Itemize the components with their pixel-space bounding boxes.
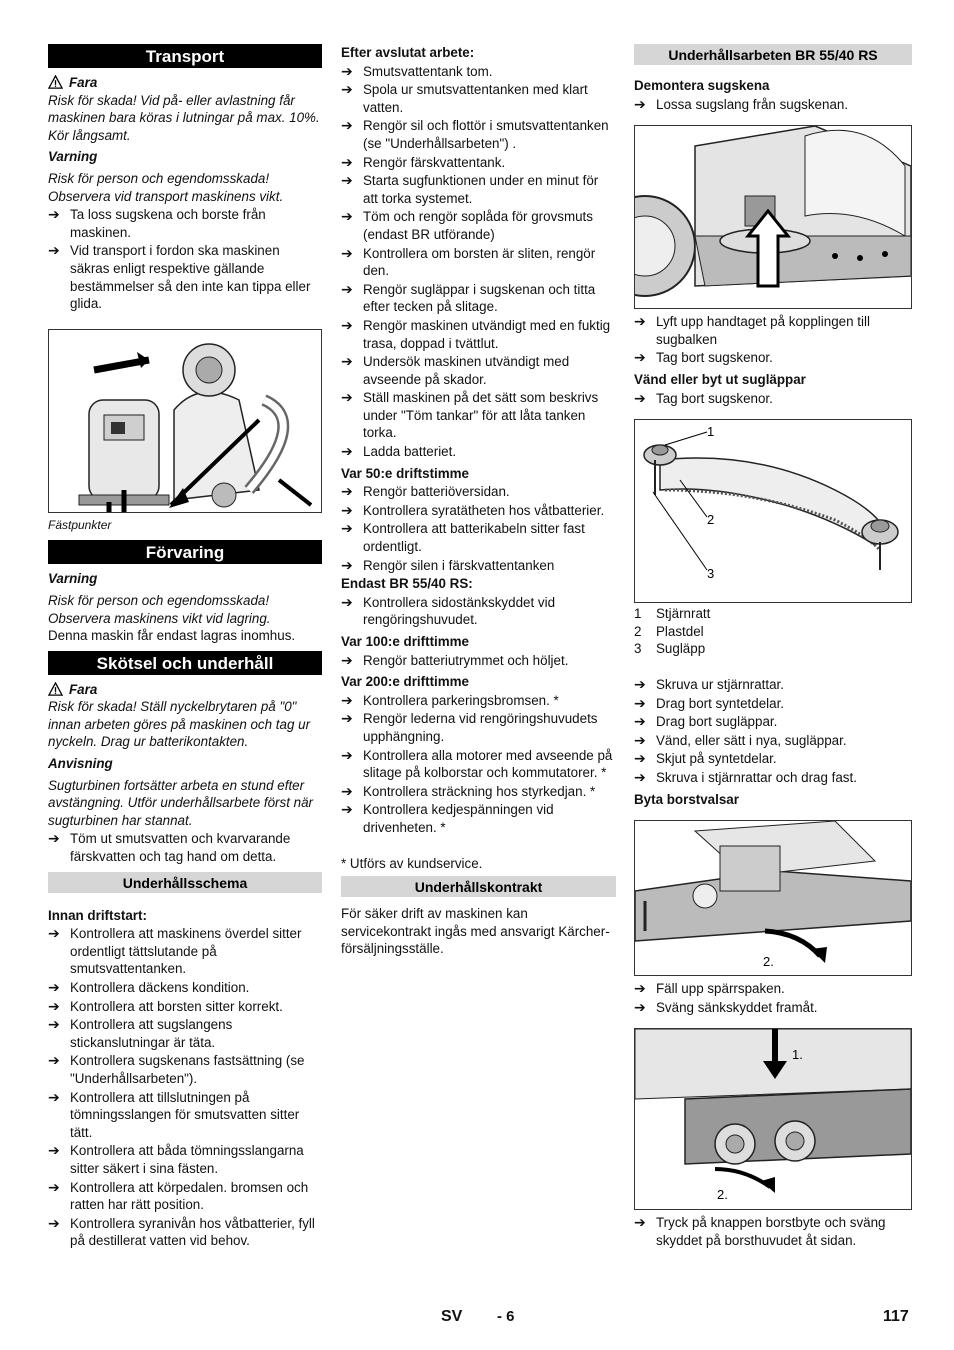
list-item: ➔ Drag bort sugläppar. [634, 713, 778, 730]
list-item: ➔ Vid transport i fordon ska maskinen säkras enligt respektive gällande bestämmelser så den inte kan tippa eller glida. [48, 242, 311, 312]
arrow-right-icon: ➔ [341, 389, 353, 406]
machine-illustration [49, 330, 321, 512]
arrow-right-icon: ➔ [48, 830, 60, 847]
arrow-right-icon: ➔ [341, 62, 353, 79]
list-item: ➔ Fäll upp spärrspaken. [634, 980, 785, 997]
arrow-right-icon: ➔ [341, 556, 353, 573]
figure-label-1: 1 [707, 424, 715, 440]
arrow-right-icon: ➔ [48, 1088, 60, 1105]
figure-squeegee-parts [634, 419, 912, 603]
warning-label: Varning [48, 149, 98, 165]
remove-squeegee-steps [634, 96, 912, 114]
subheading-200h: Var 200:e drifttimme [341, 674, 470, 690]
turn-lips-steps [634, 390, 912, 408]
arrow-right-icon: ➔ [634, 95, 646, 112]
list-item: ➔ Skruva ur stjärnrattar. [634, 675, 785, 692]
warning-triangle-icon [48, 75, 63, 90]
before-start-steps [48, 925, 322, 1250]
figure-label-3: 3 [707, 566, 715, 582]
section-title-schedule: Underhållsschema [48, 872, 322, 893]
arrow-right-icon: ➔ [634, 694, 646, 711]
arrow-right-icon: ➔ [48, 1052, 60, 1069]
list-item: ➔ Töm och rengör soplåda för grovsmuts (endast BR utförande) [341, 208, 593, 242]
note-steps [48, 830, 322, 865]
list-item: ➔ Töm ut smutsvatten och kvarvarande färskvatten och tag hand om detta. [48, 830, 291, 865]
arrow-right-icon: ➔ [634, 980, 646, 997]
note-label: Anvisning [48, 756, 113, 772]
column-right [634, 44, 912, 1250]
arrow-right-icon: ➔ [341, 81, 353, 98]
section-title-transport: Transport [48, 44, 322, 68]
list-item: ➔ Kontrollera sidostänkskyddet vid rengöringshuvudet. [341, 593, 556, 628]
list-item: ➔ Kontrollera sträckning hos styrkedjan. * [341, 782, 596, 799]
list-item: ➔ Kontrollera att maskinens överdel sitter ordentligt tättslutande på smutsvattentanken. [48, 925, 302, 977]
figure-label-2: 2 [707, 512, 715, 528]
figure-step-label-2: 2. [717, 1187, 728, 1203]
arrow-right-icon: ➔ [634, 313, 646, 330]
list-item: ➔ Vänd, eller sätt i nya, sugläppar. [634, 731, 847, 748]
footnote: * Utförs av kundservice. [341, 855, 483, 871]
note-text: Sugturbinen fortsätter arbeta en stund efter avstängning. Utför underhållsarbete först när sugturbinen har stannat. [48, 777, 313, 828]
arrow-right-icon: ➔ [48, 1178, 60, 1195]
list-item: ➔ Undersök maskinen utvändigt med avseende på skador. [341, 353, 570, 387]
list-item: ➔ Skjut på syntetdelar. [634, 750, 777, 767]
legend-item: 2 Plastdel [634, 623, 704, 639]
list-item: ➔ Rengör lederna vid rengöringshuvudets upphängning. [341, 710, 598, 744]
list-item: ➔ Kontrollera alla motorer med avseende på slitage på kolborstar och kommutatorer. * [341, 746, 613, 781]
list-item: ➔ Lossa sugslang från sugskenan. [634, 95, 849, 112]
steps-only-br [341, 594, 616, 629]
subheading-before-start: Innan driftstart: [48, 907, 147, 923]
danger-label: Fara [69, 681, 98, 697]
list-item: ➔ Kontrollera att tillslutningen på tömningsslangen för smutsvatten sitter tätt. [48, 1088, 300, 1140]
arrow-right-icon: ➔ [48, 979, 60, 995]
arrow-right-icon: ➔ [634, 389, 646, 406]
column-middle [341, 44, 616, 958]
list-item: ➔ Skruva i stjärnrattar och drag fast. [634, 768, 857, 785]
arrow-right-icon: ➔ [634, 675, 646, 692]
section-title-storage: Förvaring [48, 540, 322, 564]
arrow-right-icon: ➔ [48, 242, 60, 259]
subheading-only-br: Endast BR 55/40 RS: [341, 576, 473, 592]
list-item: ➔ Kontrollera syranivån hos våtbatterier, fyll på destillerat vatten vid behov. [48, 1214, 315, 1249]
list-item: ➔ Lyft upp handtaget på kopplingen till sugbalken [634, 313, 870, 347]
danger-heading [48, 74, 322, 92]
footer-language: SV [441, 1308, 463, 1325]
list-item: ➔ Kontrollera att borsten sitter korrekt. [48, 997, 283, 1014]
list-item: ➔ Rengör batteriöversidan. [341, 483, 510, 500]
legend-item: 3 Sugläpp [634, 641, 706, 657]
arrow-right-icon: ➔ [48, 1016, 60, 1033]
list-item: ➔ Rengör sugläppar i sugskenan och titta efter tecken på slitage. [341, 280, 596, 315]
list-item: ➔ Kontrollera däckens kondition. [48, 979, 250, 995]
list-item: ➔ Rengör maskinen utvändigt med en fuktig trasa, doppad i tvättlut. [341, 316, 611, 351]
button-steps [634, 1214, 912, 1249]
footer-local-page: - 6 [497, 1308, 515, 1325]
arrow-right-icon: ➔ [341, 353, 353, 370]
list-item: ➔ Kontrollera parkeringsbromsen. * [341, 691, 559, 708]
list-item: ➔ Kontrollera att båda tömningsslangarna sitter säkert i sina fästen. [48, 1142, 304, 1176]
list-item: ➔ Drag bort syntetdelar. [634, 694, 785, 711]
danger-label: Fara [69, 75, 98, 90]
arrow-right-icon: ➔ [341, 593, 353, 610]
arrow-right-icon: ➔ [341, 691, 353, 708]
lever-steps [634, 980, 912, 1016]
list-item: ➔ Kontrollera sugskenans fastsättning (se "Underhållsarbeten"). [48, 1052, 305, 1086]
arrow-right-icon: ➔ [48, 925, 60, 942]
contract-text: För säker drift av maskinen kan servicekontrakt ingås med ansvarigt Kärcher-försäljningsställe. [341, 906, 610, 957]
figure-brush-lever [634, 820, 912, 976]
list-item: ➔ Kontrollera kedjespänningen vid drivenheten. * [341, 801, 554, 835]
arrow-right-icon: ➔ [341, 316, 353, 333]
footer-page-number: 117 [883, 1308, 909, 1325]
list-item: ➔ Kontrollera syratätheten hos våtbatterier. [341, 501, 605, 518]
arrow-right-icon: ➔ [634, 768, 646, 785]
replace-lips-steps [634, 676, 912, 787]
list-item: ➔ Rengör sil och flottör i smutsvattentanken (se "Underhållsarbeten") . [341, 117, 609, 151]
arrow-right-icon: ➔ [341, 280, 353, 297]
list-item: ➔ Spola ur smutsvattentanken med klart vatten. [341, 81, 588, 115]
danger-heading [48, 681, 322, 699]
steps-100h [341, 652, 616, 670]
list-item: ➔ Sväng sänkskyddet framåt. [634, 998, 818, 1015]
arrow-right-icon: ➔ [341, 520, 353, 537]
arrow-right-icon: ➔ [341, 651, 353, 668]
subheading-100h: Var 100:e drifttimme [341, 634, 470, 649]
legend-item: 1 Stjärnratt [634, 606, 711, 622]
arrow-right-icon: ➔ [341, 443, 353, 460]
warning-triangle-icon [48, 682, 63, 697]
steps-200h [341, 692, 616, 837]
figure-step-label-1: 1. [792, 1047, 803, 1063]
section-title-care: Skötsel och underhåll [48, 651, 322, 675]
list-item: ➔ Kontrollera att körpedalen. bromsen och ratten har rätt position. [48, 1178, 309, 1213]
list-item: ➔ Tryck på knappen borstbyte och sväng skyddet på borsthuvudet åt sidan. [634, 1214, 886, 1248]
arrow-right-icon: ➔ [341, 153, 353, 170]
arrow-right-icon: ➔ [634, 750, 646, 767]
danger-text: Risk för skada! Vid på- eller avlastning får maskinen bara köras i lutningar på max. 10%. Kör långsamt. [48, 92, 320, 143]
arrow-right-icon: ➔ [48, 1142, 60, 1159]
steps-50h [341, 483, 616, 574]
lift-steps [634, 313, 912, 367]
arrow-right-icon: ➔ [48, 1214, 60, 1231]
warning-text: Risk för person och egendomsskada! Observera vid transport maskinens vikt. [48, 170, 284, 204]
storage-text: Denna maskin får endast lagras inomhus. [48, 628, 296, 644]
list-item: ➔ Kontrollera om borsten är sliten, rengör den. [341, 244, 596, 279]
list-item: ➔ Starta sugfunktionen under en minut för att torka systemet. [341, 172, 599, 206]
arrow-right-icon: ➔ [48, 206, 60, 223]
list-item: ➔ Rengör silen i färskvattentanken [341, 556, 555, 573]
figure-fastening-points [48, 329, 322, 513]
arrow-right-icon: ➔ [341, 117, 353, 134]
column-left [48, 44, 322, 1251]
subheading-after-work: Efter avslutat arbete: [341, 45, 475, 60]
list-item: ➔ Kontrollera att sugslangens stickanslutningar är täta. [48, 1016, 233, 1050]
list-item: ➔ Kontrollera att batterikabeln sitter fast ordentligt. [341, 520, 585, 555]
subheading-change-brushes: Byta borstvalsar [634, 791, 739, 807]
squeegee-parts-illustration [635, 420, 911, 602]
after-work-steps [341, 63, 616, 461]
danger-text: Risk för skada! Ställ nyckelbrytaren på "0" innan arbeten göres på maskinen och tag ur nyckeln. Drag ur batterikontakten. [48, 699, 311, 750]
arrow-right-icon: ➔ [634, 713, 646, 730]
arrow-right-icon: ➔ [341, 208, 353, 225]
brush-lever-illustration [635, 821, 911, 975]
list-item: ➔ Ställ maskinen på det sätt som beskrivs under "Töm tankar" för att låta tanken torka. [341, 389, 599, 441]
figure-squeegee-coupling [634, 125, 912, 309]
arrow-right-icon: ➔ [341, 483, 353, 500]
transport-steps [48, 206, 322, 313]
arrow-right-icon: ➔ [634, 998, 646, 1015]
section-title-maintenance-work: Underhållsarbeten BR 55/40 RS [634, 44, 912, 65]
brush-button-illustration [635, 1029, 911, 1209]
arrow-right-icon: ➔ [48, 997, 60, 1014]
list-item: ➔ Smutsvattentank tom. [341, 62, 493, 79]
arrow-right-icon: ➔ [634, 731, 646, 748]
arrow-right-icon: ➔ [341, 710, 353, 727]
arrow-right-icon: ➔ [341, 501, 353, 518]
arrow-right-icon: ➔ [341, 746, 353, 763]
section-title-contract: Underhållskontrakt [341, 876, 616, 897]
subheading-50h: Var 50:e driftstimme [341, 465, 470, 481]
arrow-right-icon: ➔ [634, 1214, 646, 1231]
figure-brush-button [634, 1028, 912, 1210]
figure-caption: Fästpunkter [48, 517, 112, 532]
arrow-right-icon: ➔ [341, 244, 353, 261]
arrow-right-icon: ➔ [341, 801, 353, 818]
list-item: ➔ Tag bort sugskenor. [634, 349, 773, 366]
figure-step-label: 2. [763, 954, 774, 970]
list-item: ➔ Ladda batteriet. [341, 443, 457, 460]
figure-legend [634, 605, 912, 658]
subheading-turn-lips: Vänd eller byt ut sugläppar [634, 371, 806, 387]
list-item: ➔ Tag bort sugskenor. [634, 389, 773, 406]
list-item: ➔ Rengör färskvattentank. [341, 153, 506, 170]
subheading-remove-squeegee: Demontera sugskena [634, 78, 770, 93]
arrow-right-icon: ➔ [634, 349, 646, 366]
arrow-right-icon: ➔ [341, 782, 353, 799]
warning-label: Varning [48, 571, 98, 587]
warning-text: Risk för person och egendomsskada! Observera maskinens vikt vid lagring. [48, 592, 271, 626]
squeegee-coupling-illustration [635, 126, 911, 308]
list-item: ➔ Rengör batteriutrymmet och höljet. [341, 651, 569, 668]
list-item: ➔ Ta loss sugskena och borste från maskinen. [48, 206, 266, 240]
arrow-right-icon: ➔ [341, 172, 353, 189]
